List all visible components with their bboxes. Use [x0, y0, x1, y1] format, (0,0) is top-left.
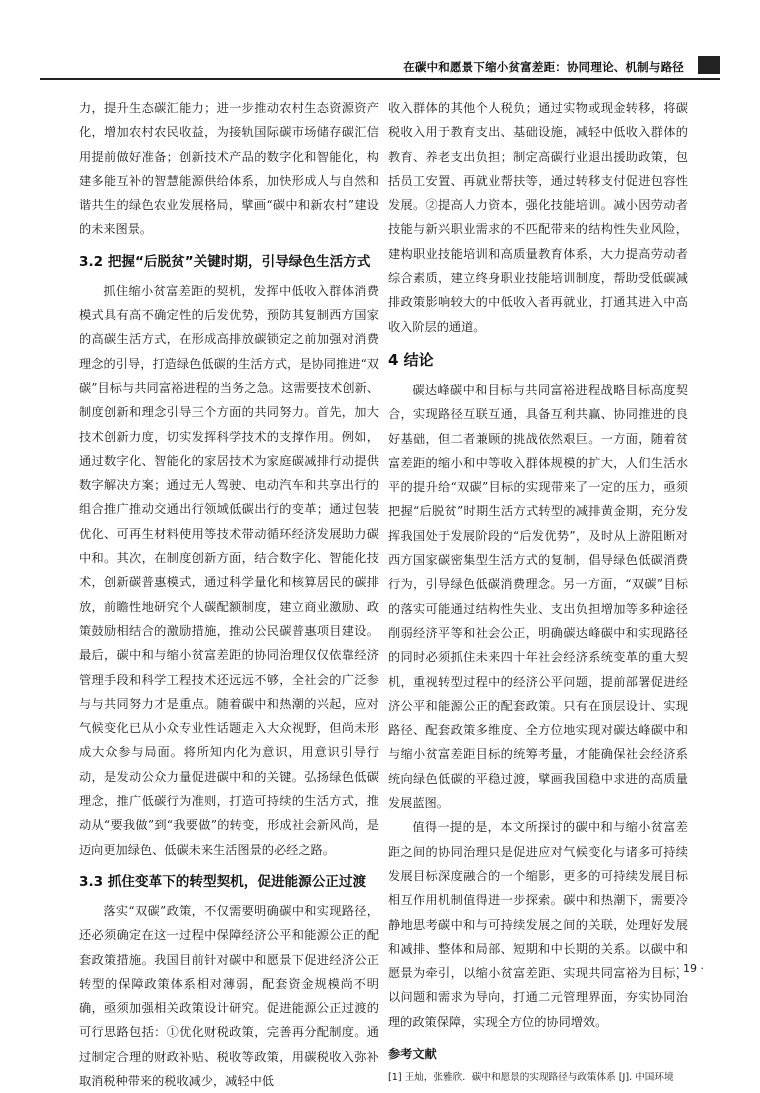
- body-paragraph: 力，提升生态碳汇能力；进一步推动农村生态资源资产化，增加农村农民收益，为接轨国际碳市场储存碳汇信用提前做好准备；创新技术产品的数字化和智能化，构建多能互补的智慧能源供给体系，加快形成人与自然和谐共生的绿色农业发展格局，擘画“碳中和新农村”建设的未来图景。: [79, 101, 379, 237]
- running-title: 在碳中和愿景下缩小贫富差距：协同理论、机制与路径: [403, 60, 684, 74]
- body-paragraph: 碳达峰碳中和目标与共同富裕进程战略目标高度契合，实现路径互联互通，具备互利共赢、协同推进的良好基础，但二者兼顾的挑战依然艰巨。一方面，随着贫富差距的缩小和中等收入群体规模的扩大，人们生活水平的提升给“双碳”目标的实现带来了一定的压力，亟须把握“后脱贫”时期生活方式转型的减排黄金期，充分发挥我国处于发展阶段的“后发优势”，及时从上游阻断对西方国家碳密集型生活方式的复制，倡导绿色低碳消费行为，引导绿色低碳消费理念。另一方面，“双碳”目标的落实可能通过结构性失业、支出负担增加等多种途径削弱经济平等和社会公正，明确碳达峰碳中和实现路径的同时必须抓住未来四十年社会经济系统变革的重大契机，重视转型过程中的经济公平问题，提前部署促进经济公平和能源公正的配套政策。只有在顶层设计、实现路径、配套政策多维度、全方位地实现对碳达峰碳中和与缩小贫富差距目标的统筹考量，才能确保社会经济系统向绿色低碳的平稳过渡，擘画我国稳中求进的高质量发展蓝图。: [388, 382, 688, 811]
- section-heading-3-3: 3.3 抓住变革下的转型契机，促进能源公正过渡: [79, 873, 367, 890]
- references-heading: 参考文献: [388, 1046, 437, 1061]
- body-paragraph: 落实“双碳”政策，不仅需要明确碳中和实现路径，还必须确定在这一过程中保障经济公平和能源公正的配套政策措施。我国目前针对碳中和愿景下促进经济公正转型的保障政策体系相对薄弱，配套资金规模尚不明确，亟须加强相关政策设计研究。促进能源公正过渡的可行思路包括：①优化财税政策，完善再分配制度。通过制定合理的财政补贴、税收等政策，用碳税收入弥补取消税种带来的税收减少，减轻中低: [79, 903, 379, 1088]
- section-heading-4: 4 结论: [388, 350, 434, 369]
- header-bar-decoration: [698, 56, 720, 74]
- body-paragraph: 抓住缩小贫富差距的契机，发挥中低收入群体消费模式具有高不确定性的后发优势，预防其复制西方国家的高碳生活方式，在形成高排放碳锁定之前加强对消费理念的引导，打造绿色低碳的生活方式，是协同推进“双碳”目标与共同富裕进程的当务之急。这需要技术创新、制度创新和理念引导三个方面的共同努力。首先，加大技术创新力度，切实发挥科学技术的支撑作用。例如，通过数字化、智能化的家居技术为家庭碳减排行动提供数字解决方案；通过无人驾驶、电动汽车和共享出行的组合推广推动交通出行领域低碳出行的变革；通过包装优化、可再生材料使用等技术带动循环经济发展助力碳中和。其次，在制度创新方面，结合数字化、智能化技术，创新碳普惠模式，通过科学量化和核算居民的碳排放，前瞻性地研究个人碳配额制度，建立商业激励、政策鼓励相结合的激励措施，推动公民碳普惠项目建设。最后，碳中和与缩小贫富差距的协同治理仅仅依靠经济管理手段和科学工程技术还远远不够，全社会的广泛参与与共同努力才是重点。随着碳中和热潮的兴起，应对气候变化已从小众专业性话题走入大众视野，但尚未形成大众参与局面。将所知内化为意识，用意识引导行动，是发动公众力量促进碳中和的关键。弘扬绿色低碳理念，推广低碳行为准则，打造可持续的生活方式，推动从“要我做”到“我要做”的转变，形成社会新风尚，是迈向更加绿色、低碳未来生活图景的必经之路。: [79, 283, 379, 857]
- page-number: · 19 ·: [676, 962, 704, 975]
- right-column: [388, 96, 688, 1085]
- left-column: [79, 96, 379, 1093]
- section-heading-3-2: 3.2 把握“后脱贫”关键时期，引导绿色生活方式: [79, 253, 371, 270]
- body-paragraph: 收入群体的其他个人税负；通过实物或现金转移，将碳税收入用于教育支出、基础设施，减轻中低收入群体的教育、养老支出负担；制定高碳行业退出援助政策，包括员工安置、再就业帮扶等，通过转移支付促进包容性发展。②提高人力资本，强化技能培训。减小因劳动者技能与新兴职业需求的不匹配带来的结构性失业风险，建构职业技能培训和高质量教育体系，大力提高劳动者综合素质，建立终身职业技能培训制度，帮助受低碳减排政策影响较大的中低收入者再就业，打通其进入中高收入阶层的通道。: [388, 101, 688, 334]
- body-paragraph: 值得一提的是，本文所探讨的碳中和与缩小贫富差距之间的协同治理只是促进应对气候变化与诸多可持续发展目标深度融合的一个缩影，更多的可持续发展目标相互作用机制值得进一步探索。碳中和热潮下，需要冷静地思考碳中和与可持续发展之间的关联，处理好发展和减排、整体和局部、短期和中长期的关系。以碳中和愿景为牵引，以缩小贫富差距、实现共同富裕为目标，以问题和需求为导向，打通二元管理界面，夯实协同治理的政策保障，实现全方位的协同增效。: [388, 820, 688, 1029]
- reference-item: [1] 王灿，张雅欣．碳中和愿景的实现路径与政策体系 [J]. 中国环境: [388, 1071, 674, 1083]
- running-header: [40, 52, 720, 80]
